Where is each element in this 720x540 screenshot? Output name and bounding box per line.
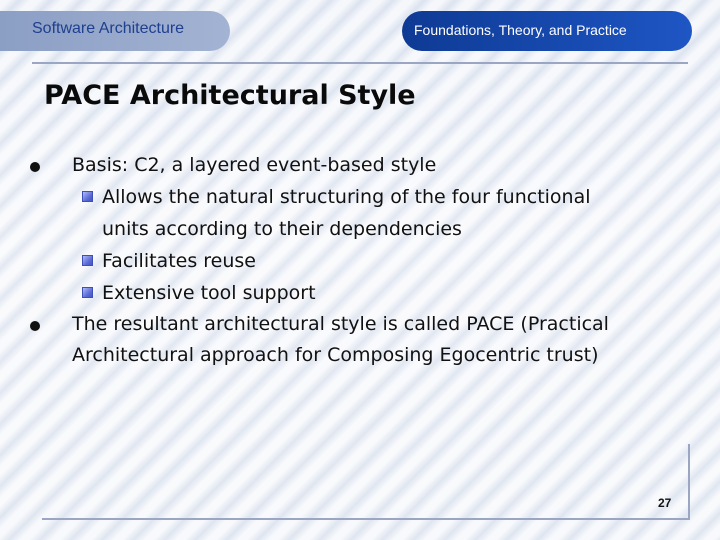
bullet-text: The resultant architectural style is called PACE (Practical	[72, 313, 609, 335]
page-number: 27	[658, 496, 672, 510]
header-right-banner	[402, 11, 692, 51]
diamond-bullet-icon	[82, 191, 93, 202]
course-title: Software Architecture	[32, 20, 185, 37]
bullet-icon	[30, 321, 40, 331]
diamond-bullet-icon	[82, 255, 93, 266]
bullet-icon	[30, 162, 40, 172]
header-left-banner	[0, 11, 230, 51]
sub-bullet-text: Facilitates reuse	[102, 250, 256, 272]
diamond-bullet-icon	[82, 287, 93, 298]
sub-bullet-item	[30, 277, 700, 309]
slide-header	[0, 0, 720, 64]
bullet-text: Basis: C2, a layered event-based style	[72, 154, 437, 176]
footer-frame	[42, 444, 690, 520]
sub-bullet-text-cont: units according to their dependencies	[102, 218, 462, 240]
bullet-item	[30, 150, 700, 181]
header-divider	[32, 62, 688, 64]
slide-content	[30, 150, 700, 371]
bullet-item	[30, 309, 700, 371]
bullet-text-cont: Architectural approach for Composing Egocentric trust)	[72, 344, 599, 366]
sub-bullet-item	[30, 181, 700, 245]
sub-bullet-text: Extensive tool support	[102, 282, 316, 304]
book-subtitle: Foundations, Theory, and Practice	[414, 22, 627, 38]
slide-title: PACE Architectural Style	[44, 80, 416, 111]
sub-bullet-text: Allows the natural structuring of the four functional	[102, 186, 591, 208]
sub-bullet-item	[30, 245, 700, 277]
